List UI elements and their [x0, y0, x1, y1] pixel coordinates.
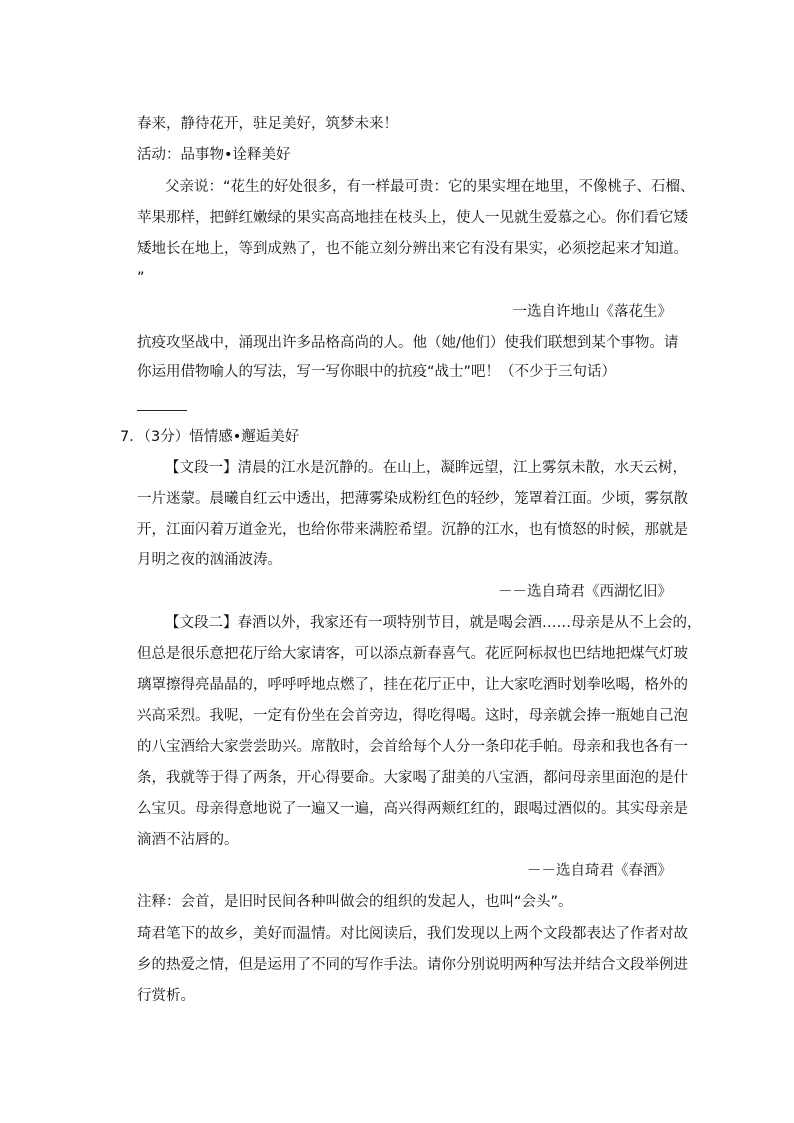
question-7-title: 7．（3分）悟情感•邂逅美好: [120, 429, 300, 445]
answer-blank-line: [137, 410, 187, 411]
task-line-2: 你运用借物喻人的写法，写一写你眼中的抗疫“战士”吧！（不少于三句话）: [137, 364, 617, 380]
q7-task-line-3: 行赏析。: [137, 988, 195, 1004]
intro-line: 春来，静待花开，驻足美好，筑梦未来！: [137, 116, 398, 132]
q7-task-line-1: 琦君笔下的故乡，美好而温情。对比阅读后，我们发现以上两个文段都表达了作者对故: [137, 926, 688, 942]
para1-line-2: 一片迷蒙。晨曦自红云中透出，把薄雾染成粉红色的轻纱，笼罩着江面。少顷，雾氛散: [137, 491, 688, 507]
quote-line-4: ”: [137, 270, 145, 286]
para2-line-4: 兴高采烈。我呢，一定有份坐在会首旁边，得吃得喝。这时，母亲就会捧一瓶她自己泡: [137, 708, 688, 724]
quote-line-2: 苹果那样，把鲜红嫩绿的果实高高地挂在枝头上，使人一见就生爱慕之心。你们看它矮: [137, 210, 688, 226]
para1-line-3: 开，江面闪着万道金光，也给你带来满腔希望。沉静的江水，也有愤怒的时候，那就是: [137, 522, 688, 538]
para1-source: －－选自琦君《西湖忆旧》: [498, 584, 672, 600]
quote-line-3: 矮地长在地上，等到成熟了，也不能立刻分辨出来它有没有果实，必须挖起来才知道。: [137, 241, 688, 257]
para2-line-6: 条，我就等于得了两条，开心得要命。大家喝了甜美的八宝酒，都问母亲里面泡的是什: [137, 770, 688, 786]
para2-line-8: 滴酒不沾唇的。: [137, 832, 239, 848]
annotation-note: 注释：会首，是旧时民间各种叫做会的组织的发起人，也叫“会头”。: [137, 894, 573, 910]
para2-line-1: 【文段二】春酒以外，我家还有一项特别节目，就是喝会酒……母亲是从不上会的，: [165, 615, 702, 631]
task-line-1: 抗疫攻坚战中，涌现出许多品格高尚的人。他（她/他们）使我们联想到某个事物。请: [137, 335, 679, 351]
para2-line-7: 么宝贝。母亲得意地说了一遍又一遍，高兴得两颊红红的，跟喝过酒似的。其实母亲是: [137, 801, 688, 817]
para2-line-2: 但总是很乐意把花厅给大家请客，可以添点新春喜气。花匠阿标叔也巴结地把煤气灯玻: [137, 646, 688, 662]
para2-line-3: 璃罩擦得亮晶晶的，呼呼呼地点燃了，挂在花厅正中，让大家吃酒时划拳吆喝，格外的: [137, 677, 688, 693]
quote-source: 一选自许地山《落花生》: [512, 304, 672, 320]
para2-line-5: 的八宝酒给大家尝尝助兴。席散时，会首给每个人分一条印花手帕。母亲和我也各有一: [137, 739, 688, 755]
para1-line-4: 月明之夜的汹涌波涛。: [137, 552, 282, 568]
para2-source: －－选自琦君《春酒》: [527, 863, 672, 879]
q7-task-line-2: 乡的热爱之情，但是运用了不同的写作手法。请你分别说明两种写法并结合文段举例进: [137, 957, 688, 973]
para1-line-1: 【文段一】清晨的江水是沉静的。在山上，凝眸远望，江上雾氛未散，水天云树，: [165, 460, 687, 476]
quote-line-1: 父亲说：“花生的好处很多，有一样最可贵：它的果实埋在地里，不像桃子、石榴、: [165, 179, 695, 195]
activity-label: 活动：品事物•诠释美好: [137, 147, 291, 163]
